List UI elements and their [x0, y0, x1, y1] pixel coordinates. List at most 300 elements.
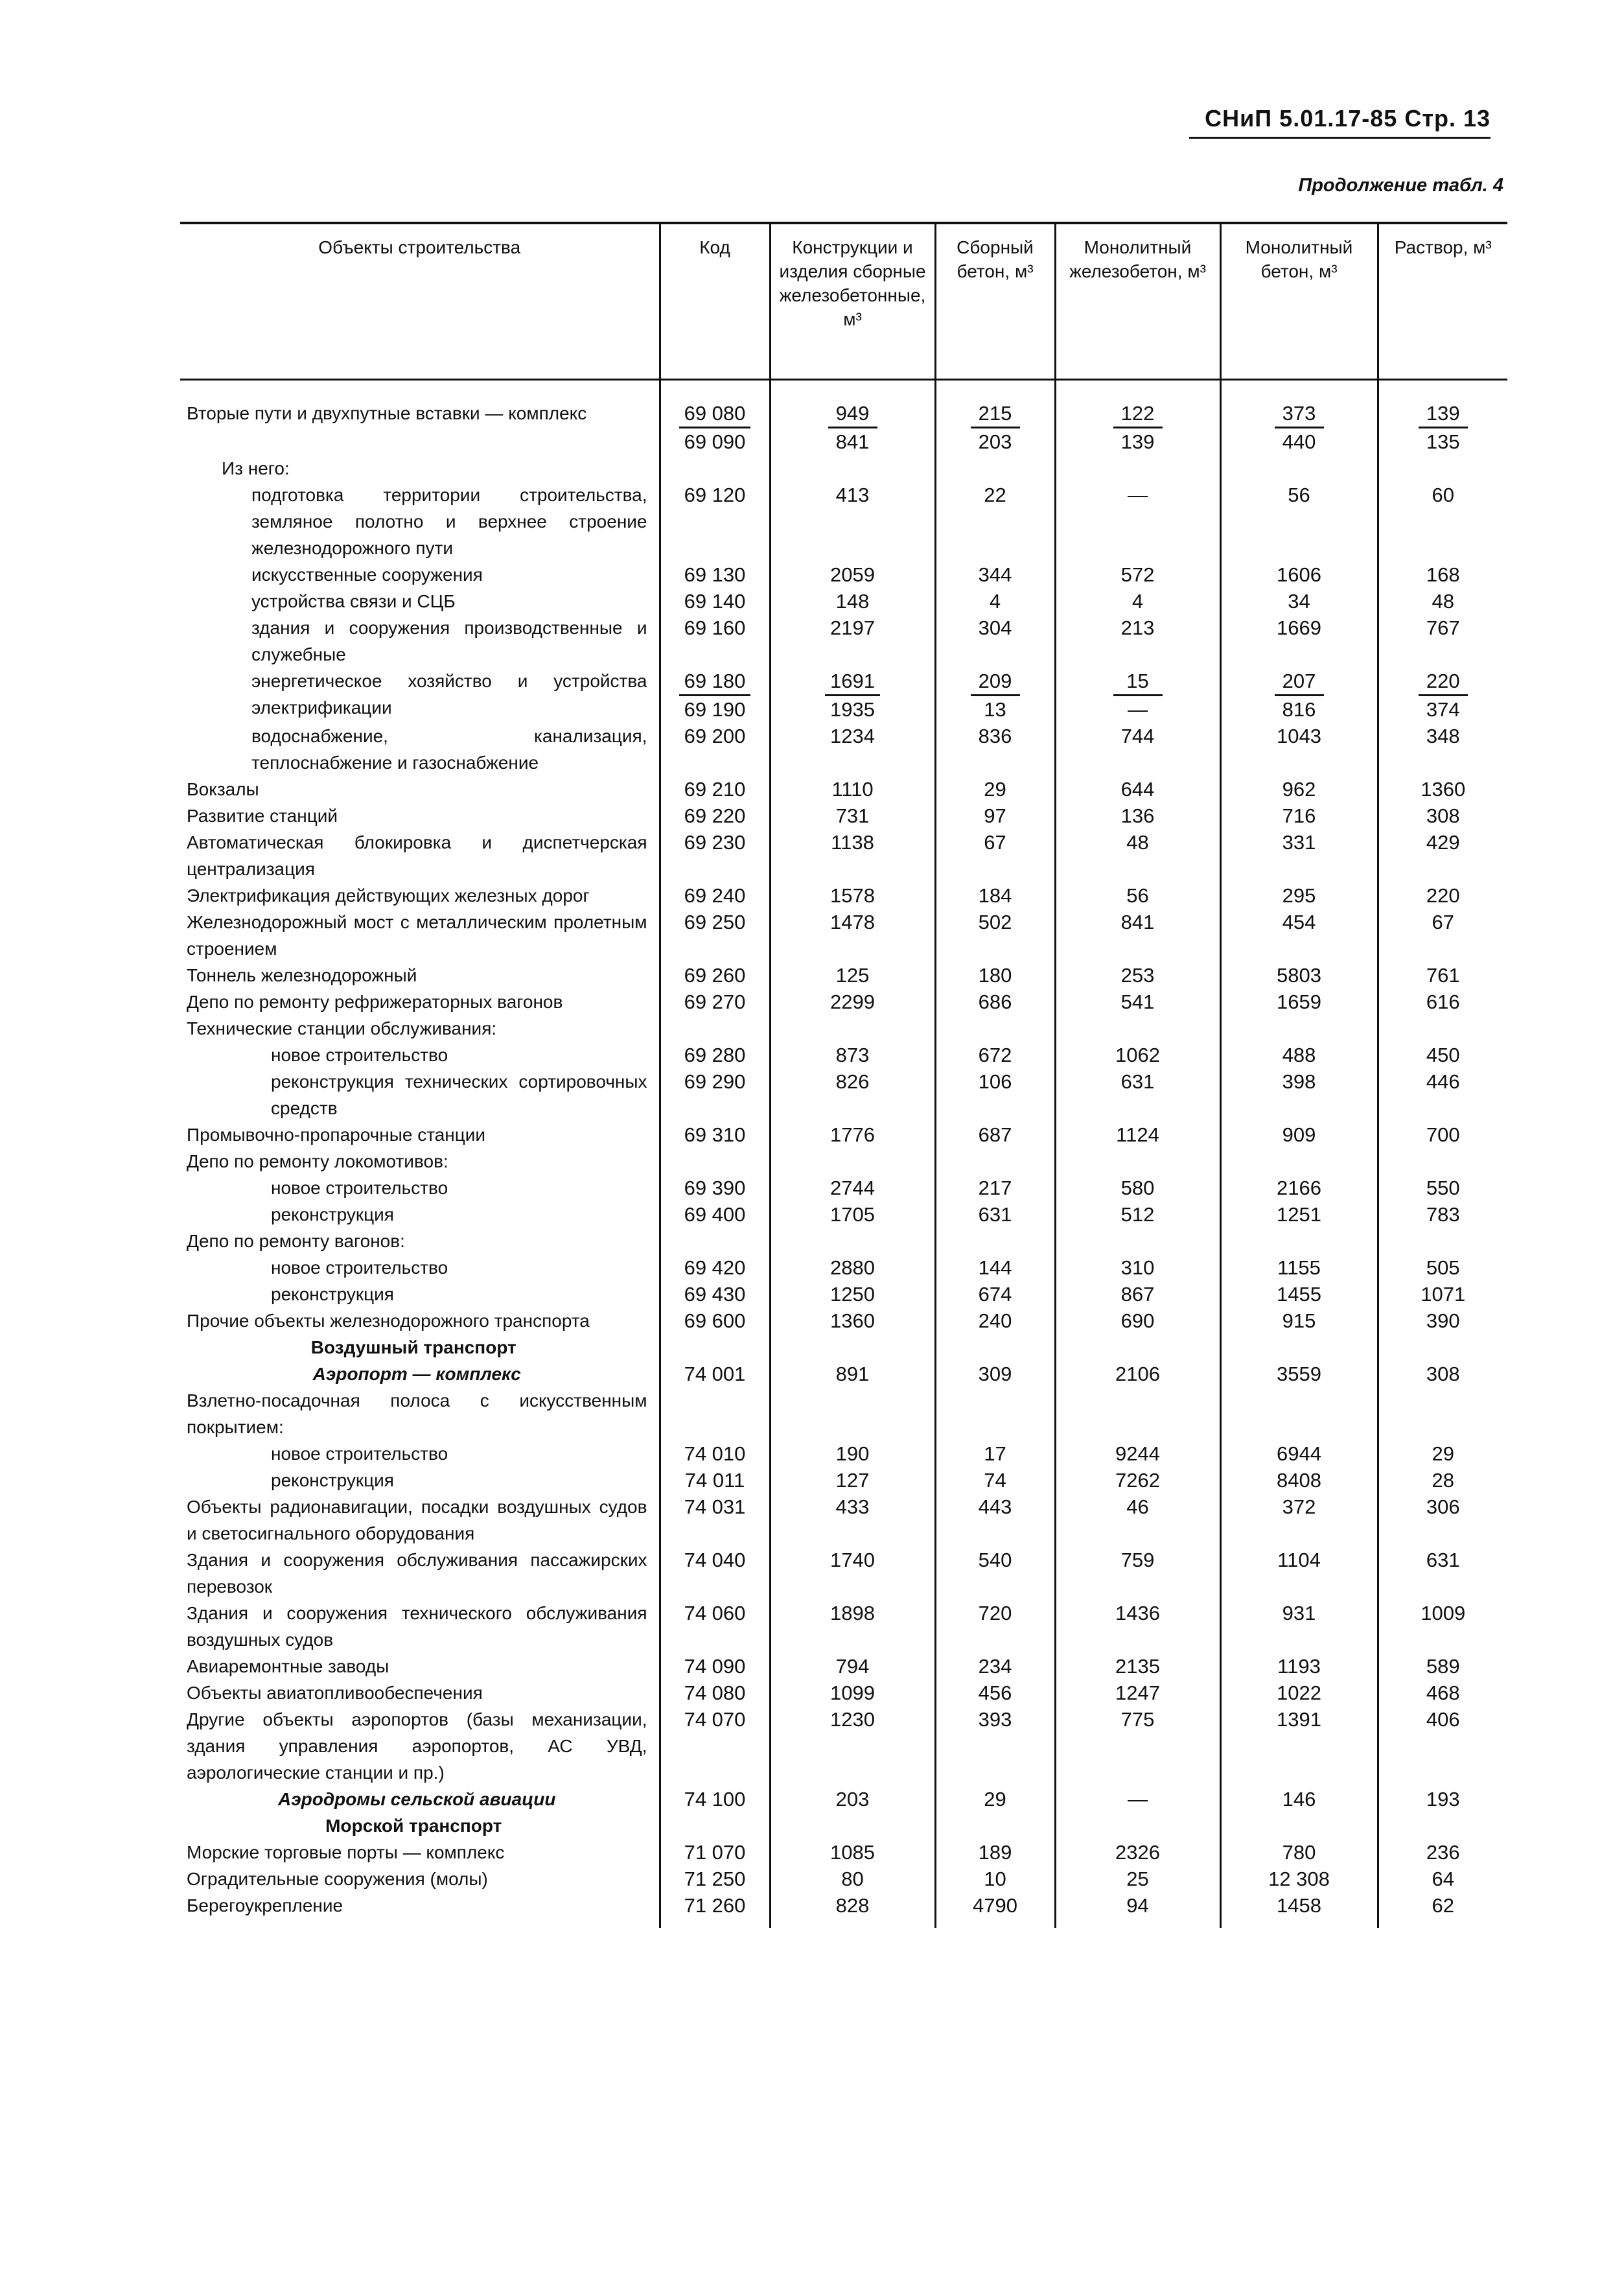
column-header-mortar: Раствор, м³	[1378, 223, 1507, 380]
cell-monolithic-rc: 94	[1055, 1892, 1220, 1928]
cell-monolithic-rc: 775	[1055, 1706, 1220, 1786]
cell-monolithic-concrete: 909	[1220, 1121, 1378, 1148]
table-row	[180, 1121, 1507, 1148]
cell-precast-rc	[770, 668, 935, 723]
cell-precast-concrete: 106	[935, 1068, 1055, 1121]
cell-value: 69 080	[679, 400, 751, 428]
cell-precast-concrete: 184	[935, 882, 1055, 909]
table-row	[180, 1467, 1507, 1494]
cell-object-name: Вокзалы	[187, 779, 259, 799]
cell-precast-concrete: 29	[935, 1786, 1055, 1812]
cell-object-name: реконструкция	[271, 1470, 394, 1490]
cell-precast-rc: 433	[770, 1494, 935, 1547]
table-row	[180, 482, 1507, 561]
table-row	[180, 829, 1507, 882]
cell-object-name: Другие объекты аэропортов (базы механизации, здания управления аэропортов, АС УВД, аэрологические станции и пр.)	[187, 1709, 647, 1783]
cell-monolithic-rc	[1055, 380, 1220, 456]
cell-value: 203	[978, 430, 1012, 453]
cell-precast-concrete	[935, 1228, 1055, 1254]
cell-object-name: Технические станции обслуживания:	[187, 1018, 497, 1038]
cell-mortar	[1378, 1228, 1507, 1254]
cell-code: 69 140	[660, 588, 770, 615]
cell-monolithic-concrete: 331	[1220, 829, 1378, 882]
cell-precast-rc: 1250	[770, 1281, 935, 1307]
cell-precast-rc: 873	[770, 1042, 935, 1068]
cell-precast-concrete	[935, 455, 1055, 482]
cell-monolithic-rc: 1436	[1055, 1600, 1220, 1653]
cell-monolithic-rc: 690	[1055, 1307, 1220, 1334]
cell-precast-rc: 1230	[770, 1706, 935, 1786]
cell-object-name: Объекты радионавигации, посадки воздушных судов и светосигнального оборудования	[187, 1497, 647, 1543]
cell-mortar	[1378, 455, 1507, 482]
cell-object-name: искусственные сооружения	[251, 565, 483, 585]
cell-monolithic-rc: 136	[1055, 803, 1220, 829]
cell-precast-concrete: 687	[935, 1121, 1055, 1148]
cell-value: 816	[1282, 698, 1316, 721]
cell-monolithic-concrete: 1022	[1220, 1680, 1378, 1706]
cell-code: 69 240	[660, 882, 770, 909]
cell-precast-rc: 2197	[770, 615, 935, 668]
cell-code: 69 310	[660, 1121, 770, 1148]
cell-mortar: 28	[1378, 1467, 1507, 1494]
cell-code: 74 070	[660, 1706, 770, 1786]
cell-monolithic-concrete: 8408	[1220, 1467, 1378, 1494]
cell-mortar: 348	[1378, 723, 1507, 776]
cell-object-name: Аэродромы сельской авиации	[277, 1789, 556, 1809]
cell-monolithic-rc: 867	[1055, 1281, 1220, 1307]
cell-precast-concrete: 97	[935, 803, 1055, 829]
cell-monolithic-concrete: 962	[1220, 776, 1378, 803]
cell-monolithic-rc	[1055, 1015, 1220, 1042]
cell-mortar	[1378, 1812, 1507, 1839]
cell-monolithic-concrete: 295	[1220, 882, 1378, 909]
cell-precast-rc	[770, 1148, 935, 1175]
table-row	[180, 561, 1507, 588]
cell-monolithic-rc: 744	[1055, 723, 1220, 776]
table-row	[180, 1786, 1507, 1812]
cell-value: —	[1128, 698, 1148, 721]
cell-precast-concrete	[935, 1148, 1055, 1175]
cell-precast-rc	[770, 1334, 935, 1361]
cell-value: 374	[1426, 698, 1460, 721]
cell-code: 74 080	[660, 1680, 770, 1706]
cell-value: 1691	[825, 668, 880, 696]
cell-monolithic-concrete: 780	[1220, 1839, 1378, 1866]
cell-object-name: Морской транспорт	[325, 1816, 502, 1836]
cell-precast-concrete: 443	[935, 1494, 1055, 1547]
cell-mortar	[1378, 1334, 1507, 1361]
table-row	[180, 962, 1507, 989]
cell-monolithic-concrete: 454	[1220, 909, 1378, 962]
cell-precast-concrete: 304	[935, 615, 1055, 668]
cell-mortar: 429	[1378, 829, 1507, 882]
cell-value: 841	[835, 430, 870, 453]
cell-monolithic-concrete: 6944	[1220, 1440, 1378, 1467]
table-row	[180, 776, 1507, 803]
cell-monolithic-concrete: 12 308	[1220, 1866, 1378, 1892]
cell-object-name: Промывочно-пропарочные станции	[187, 1125, 486, 1145]
cell-object-name: Депо по ремонту рефрижераторных вагонов	[187, 992, 563, 1012]
cell-code: 69 600	[660, 1307, 770, 1334]
cell-precast-rc: 2059	[770, 561, 935, 588]
cell-object-name: Объекты авиатопливообеспечения	[187, 1683, 483, 1703]
cell-monolithic-rc: 46	[1055, 1494, 1220, 1547]
cell-object-name: Электрификация действующих железных дорог	[187, 885, 590, 906]
cell-precast-concrete: 720	[935, 1600, 1055, 1653]
cell-precast-concrete: 17	[935, 1440, 1055, 1467]
cell-precast-concrete: 502	[935, 909, 1055, 962]
cell-code: 69 130	[660, 561, 770, 588]
cell-code: 69 270	[660, 989, 770, 1015]
cell-precast-rc: 1776	[770, 1121, 935, 1148]
cell-mortar: 390	[1378, 1307, 1507, 1334]
table-row	[180, 1866, 1507, 1892]
cell-monolithic-rc: 541	[1055, 989, 1220, 1015]
cell-value: 15	[1113, 668, 1163, 696]
cell-precast-rc: 127	[770, 1467, 935, 1494]
cell-value: 215	[971, 400, 1020, 428]
cell-object-name: новое строительство	[271, 1045, 448, 1065]
table-row	[180, 882, 1507, 909]
cell-code	[660, 455, 770, 482]
cell-monolithic-concrete: 5803	[1220, 962, 1378, 989]
cell-code: 74 090	[660, 1653, 770, 1680]
cell-monolithic-rc: 644	[1055, 776, 1220, 803]
cell-value: 69 090	[684, 430, 746, 453]
cell-precast-concrete: 240	[935, 1307, 1055, 1334]
table-row	[180, 1175, 1507, 1201]
cell-precast-rc: 2880	[770, 1254, 935, 1281]
cell-monolithic-rc: 48	[1055, 829, 1220, 882]
cell-code	[660, 1228, 770, 1254]
table-row	[180, 1254, 1507, 1281]
column-header-monolithic-concrete: Монолитный бетон, м³	[1220, 223, 1378, 380]
cell-value: 373	[1275, 400, 1324, 428]
cell-monolithic-rc: 841	[1055, 909, 1220, 962]
cell-precast-rc: 828	[770, 1892, 935, 1928]
cell-precast-concrete: 456	[935, 1680, 1055, 1706]
cell-monolithic-concrete: 146	[1220, 1786, 1378, 1812]
table-row	[180, 1812, 1507, 1839]
cell-mortar: 193	[1378, 1786, 1507, 1812]
cell-code: 74 011	[660, 1467, 770, 1494]
cell-precast-concrete: 4790	[935, 1892, 1055, 1928]
cell-precast-concrete: 67	[935, 829, 1055, 882]
cell-precast-rc: 2744	[770, 1175, 935, 1201]
cell-value: 207	[1275, 668, 1324, 696]
cell-code: 69 160	[660, 615, 770, 668]
cell-monolithic-concrete	[1220, 1387, 1378, 1440]
cell-monolithic-rc: 2326	[1055, 1839, 1220, 1866]
cell-code	[660, 1387, 770, 1440]
cell-object-name: Прочие объекты железнодорожного транспорта	[187, 1311, 590, 1331]
table-row	[180, 1361, 1507, 1387]
table-header-row	[180, 223, 1507, 380]
cell-monolithic-rc: 4	[1055, 588, 1220, 615]
cell-object-name: Вторые пути и двухпутные вставки — комплекс	[187, 403, 587, 423]
column-header-precast-concrete: Сборный бетон, м³	[935, 223, 1055, 380]
table-row	[180, 909, 1507, 962]
table-row	[180, 1892, 1507, 1928]
cell-monolithic-rc: 1247	[1055, 1680, 1220, 1706]
cell-precast-concrete: 29	[935, 776, 1055, 803]
cell-monolithic-rc: —	[1055, 1786, 1220, 1812]
cell-precast-concrete: 180	[935, 962, 1055, 989]
cell-precast-rc: 1740	[770, 1547, 935, 1600]
cell-precast-rc: 80	[770, 1866, 935, 1892]
table-row	[180, 1600, 1507, 1653]
cell-code: 69 400	[660, 1201, 770, 1228]
cell-monolithic-concrete: 1043	[1220, 723, 1378, 776]
cell-monolithic-concrete: 3559	[1220, 1361, 1378, 1387]
document-reference: СНиП 5.01.17-85 Стр. 13	[1186, 105, 1491, 132]
cell-precast-concrete: 144	[935, 1254, 1055, 1281]
cell-monolithic-concrete: 716	[1220, 803, 1378, 829]
cell-code: 69 120	[660, 482, 770, 561]
cell-value: 122	[1113, 400, 1163, 428]
cell-precast-concrete: 234	[935, 1653, 1055, 1680]
cell-monolithic-concrete: 488	[1220, 1042, 1378, 1068]
table-row	[180, 455, 1507, 482]
cell-monolithic-concrete: 1659	[1220, 989, 1378, 1015]
cell-monolithic-rc: 253	[1055, 962, 1220, 989]
cell-precast-rc	[770, 380, 935, 456]
cell-precast-rc: 148	[770, 588, 935, 615]
cell-code: 69 290	[660, 1068, 770, 1121]
cell-monolithic-concrete: 1104	[1220, 1547, 1378, 1600]
cell-monolithic-concrete: 1391	[1220, 1706, 1378, 1786]
materials-table-container	[180, 222, 1507, 1928]
cell-object-name: подготовка территории строительства, земляное полотно и верхнее строение железнодорожного пути	[251, 485, 647, 558]
cell-mortar: 220	[1378, 882, 1507, 909]
column-header-precast-rc: Конструкции и изделия сборные железобетонные, м³	[770, 223, 935, 380]
cell-mortar: 48	[1378, 588, 1507, 615]
cell-precast-rc	[770, 1812, 935, 1839]
cell-precast-concrete: 393	[935, 1706, 1055, 1786]
cell-mortar: 783	[1378, 1201, 1507, 1228]
cell-object-name: реконструкция технических сортировочных средств	[271, 1072, 647, 1118]
cell-monolithic-rc	[1055, 1228, 1220, 1254]
cell-monolithic-concrete: 398	[1220, 1068, 1378, 1121]
column-header-code: Код	[660, 223, 770, 380]
cell-mortar: 589	[1378, 1653, 1507, 1680]
cell-code	[660, 1015, 770, 1042]
table-row	[180, 723, 1507, 776]
cell-precast-concrete	[935, 1812, 1055, 1839]
cell-object-name: Авиаремонтные заводы	[187, 1656, 389, 1676]
cell-object-name: Здания и сооружения технического обслуживания воздушных судов	[187, 1603, 647, 1650]
cell-precast-concrete: 10	[935, 1866, 1055, 1892]
cell-precast-concrete	[935, 380, 1055, 456]
cell-precast-rc: 731	[770, 803, 935, 829]
cell-precast-rc: 1705	[770, 1201, 935, 1228]
cell-precast-rc: 1138	[770, 829, 935, 882]
cell-precast-rc: 2299	[770, 989, 935, 1015]
cell-code: 69 230	[660, 829, 770, 882]
cell-precast-concrete: 540	[935, 1547, 1055, 1600]
cell-monolithic-rc: 512	[1055, 1201, 1220, 1228]
cell-value: 69 180	[679, 668, 751, 696]
cell-mortar: 631	[1378, 1547, 1507, 1600]
cell-monolithic-rc: —	[1055, 482, 1220, 561]
cell-code: 69 210	[660, 776, 770, 803]
cell-precast-rc	[770, 1228, 935, 1254]
cell-monolithic-concrete: 1251	[1220, 1201, 1378, 1228]
cell-monolithic-rc	[1055, 1148, 1220, 1175]
cell-code: 71 250	[660, 1866, 770, 1892]
cell-mortar: 1071	[1378, 1281, 1507, 1307]
cell-monolithic-rc: 580	[1055, 1175, 1220, 1201]
cell-code	[660, 1812, 770, 1839]
cell-precast-rc: 1478	[770, 909, 935, 962]
cell-monolithic-rc	[1055, 1812, 1220, 1839]
table-row	[180, 1706, 1507, 1786]
cell-monolithic-concrete: 2166	[1220, 1175, 1378, 1201]
cell-precast-concrete: 672	[935, 1042, 1055, 1068]
table-row	[180, 1042, 1507, 1068]
cell-code	[660, 668, 770, 723]
cell-precast-rc: 1898	[770, 1600, 935, 1653]
column-header-monolithic-rc: Монолитный железобетон, м³	[1055, 223, 1220, 380]
cell-monolithic-concrete	[1220, 1812, 1378, 1839]
cell-value: 1935	[830, 698, 875, 721]
table-row	[180, 1148, 1507, 1175]
cell-code: 69 280	[660, 1042, 770, 1068]
materials-table	[180, 222, 1507, 1928]
cell-precast-rc: 413	[770, 482, 935, 561]
cell-value: 13	[984, 698, 1006, 721]
cell-code	[660, 380, 770, 456]
cell-object-name: Автоматическая блокировка и диспетчерская централизация	[187, 832, 647, 879]
cell-mortar	[1378, 1015, 1507, 1042]
cell-code: 74 060	[660, 1600, 770, 1653]
cell-mortar	[1378, 1148, 1507, 1175]
cell-precast-concrete: 189	[935, 1839, 1055, 1866]
cell-monolithic-concrete: 34	[1220, 588, 1378, 615]
cell-monolithic-concrete: 56	[1220, 482, 1378, 561]
cell-value: 440	[1282, 430, 1316, 453]
cell-monolithic-concrete: 1606	[1220, 561, 1378, 588]
table-row	[180, 588, 1507, 615]
cell-precast-rc: 125	[770, 962, 935, 989]
cell-monolithic-concrete	[1220, 1148, 1378, 1175]
cell-monolithic-concrete: 931	[1220, 1600, 1378, 1653]
cell-precast-rc: 1085	[770, 1839, 935, 1866]
cell-precast-rc: 1578	[770, 882, 935, 909]
cell-precast-concrete: 686	[935, 989, 1055, 1015]
cell-monolithic-concrete: 1455	[1220, 1281, 1378, 1307]
cell-mortar: 700	[1378, 1121, 1507, 1148]
cell-object-name: новое строительство	[271, 1258, 448, 1278]
cell-code: 74 010	[660, 1440, 770, 1467]
cell-monolithic-concrete	[1220, 1334, 1378, 1361]
cell-object-name: устройства связи и СЦБ	[251, 591, 456, 611]
cell-object-name: энергетическое хозяйство и устройства электрификации	[251, 671, 647, 718]
cell-code: 71 070	[660, 1839, 770, 1866]
cell-code: 74 040	[660, 1547, 770, 1600]
cell-object-name: Тоннель железнодорожный	[187, 965, 417, 985]
cell-monolithic-rc: 9244	[1055, 1440, 1220, 1467]
cell-precast-concrete: 836	[935, 723, 1055, 776]
cell-monolithic-rc	[1055, 668, 1220, 723]
cell-monolithic-rc	[1055, 1387, 1220, 1440]
cell-monolithic-concrete	[1220, 455, 1378, 482]
cell-code: 69 390	[660, 1175, 770, 1201]
cell-code: 69 420	[660, 1254, 770, 1281]
table-row	[180, 615, 1507, 668]
table-row	[180, 1015, 1507, 1042]
cell-mortar: 1009	[1378, 1600, 1507, 1653]
cell-monolithic-concrete: 1458	[1220, 1892, 1378, 1928]
cell-precast-rc: 190	[770, 1440, 935, 1467]
cell-code: 69 430	[660, 1281, 770, 1307]
cell-monolithic-rc: 631	[1055, 1068, 1220, 1121]
cell-value: 949	[828, 400, 877, 428]
cell-monolithic-rc: 2135	[1055, 1653, 1220, 1680]
cell-mortar: 306	[1378, 1494, 1507, 1547]
cell-code	[660, 1148, 770, 1175]
cell-object-name: Из него:	[222, 458, 290, 478]
cell-code: 74 031	[660, 1494, 770, 1547]
table-row	[180, 668, 1507, 723]
cell-object-name: Развитие станций	[187, 806, 338, 826]
cell-mortar: 1360	[1378, 776, 1507, 803]
cell-precast-concrete: 22	[935, 482, 1055, 561]
cell-monolithic-rc	[1055, 455, 1220, 482]
cell-code: 74 001	[660, 1361, 770, 1387]
cell-mortar: 308	[1378, 1361, 1507, 1387]
cell-object-name: водоснабжение, канализация, теплоснабжение и газоснабжение	[251, 726, 647, 773]
cell-object-name: здания и сооружения производственные и служебные	[251, 618, 647, 664]
cell-mortar: 550	[1378, 1175, 1507, 1201]
cell-precast-concrete: 631	[935, 1201, 1055, 1228]
cell-mortar: 446	[1378, 1068, 1507, 1121]
cell-value: 69 190	[684, 698, 746, 721]
cell-monolithic-concrete	[1220, 668, 1378, 723]
cell-monolithic-rc: 56	[1055, 882, 1220, 909]
cell-mortar: 64	[1378, 1866, 1507, 1892]
cell-code: 71 260	[660, 1892, 770, 1928]
cell-monolithic-rc: 7262	[1055, 1467, 1220, 1494]
cell-object-name: Здания и сооружения обслуживания пассажирских перевозок	[187, 1550, 647, 1597]
cell-object-name: Взлетно-посадочная полоса с искусственным покрытием:	[187, 1390, 647, 1437]
cell-object-name: Железнодорожный мост с металлическим пролетным строением	[187, 912, 647, 959]
cell-precast-concrete	[935, 1387, 1055, 1440]
table-row	[180, 1307, 1507, 1334]
cell-monolithic-concrete: 1669	[1220, 615, 1378, 668]
cell-mortar: 29	[1378, 1440, 1507, 1467]
cell-mortar: 168	[1378, 561, 1507, 588]
cell-code: 69 200	[660, 723, 770, 776]
cell-precast-concrete: 344	[935, 561, 1055, 588]
cell-precast-concrete	[935, 1334, 1055, 1361]
cell-monolithic-rc: 213	[1055, 615, 1220, 668]
cell-mortar: 67	[1378, 909, 1507, 962]
table-row	[180, 1387, 1507, 1440]
cell-monolithic-rc: 572	[1055, 561, 1220, 588]
cell-precast-concrete: 217	[935, 1175, 1055, 1201]
cell-mortar: 761	[1378, 962, 1507, 989]
cell-mortar: 236	[1378, 1839, 1507, 1866]
cell-value: 209	[971, 668, 1020, 696]
table-continuation-label: Продолжение табл. 4	[1298, 175, 1503, 196]
cell-mortar: 767	[1378, 615, 1507, 668]
cell-object-name: Морские торговые порты — комплекс	[187, 1842, 505, 1862]
cell-object-name: новое строительство	[271, 1444, 448, 1464]
table-row	[180, 1228, 1507, 1254]
cell-precast-rc	[770, 1387, 935, 1440]
cell-monolithic-rc: 2106	[1055, 1361, 1220, 1387]
